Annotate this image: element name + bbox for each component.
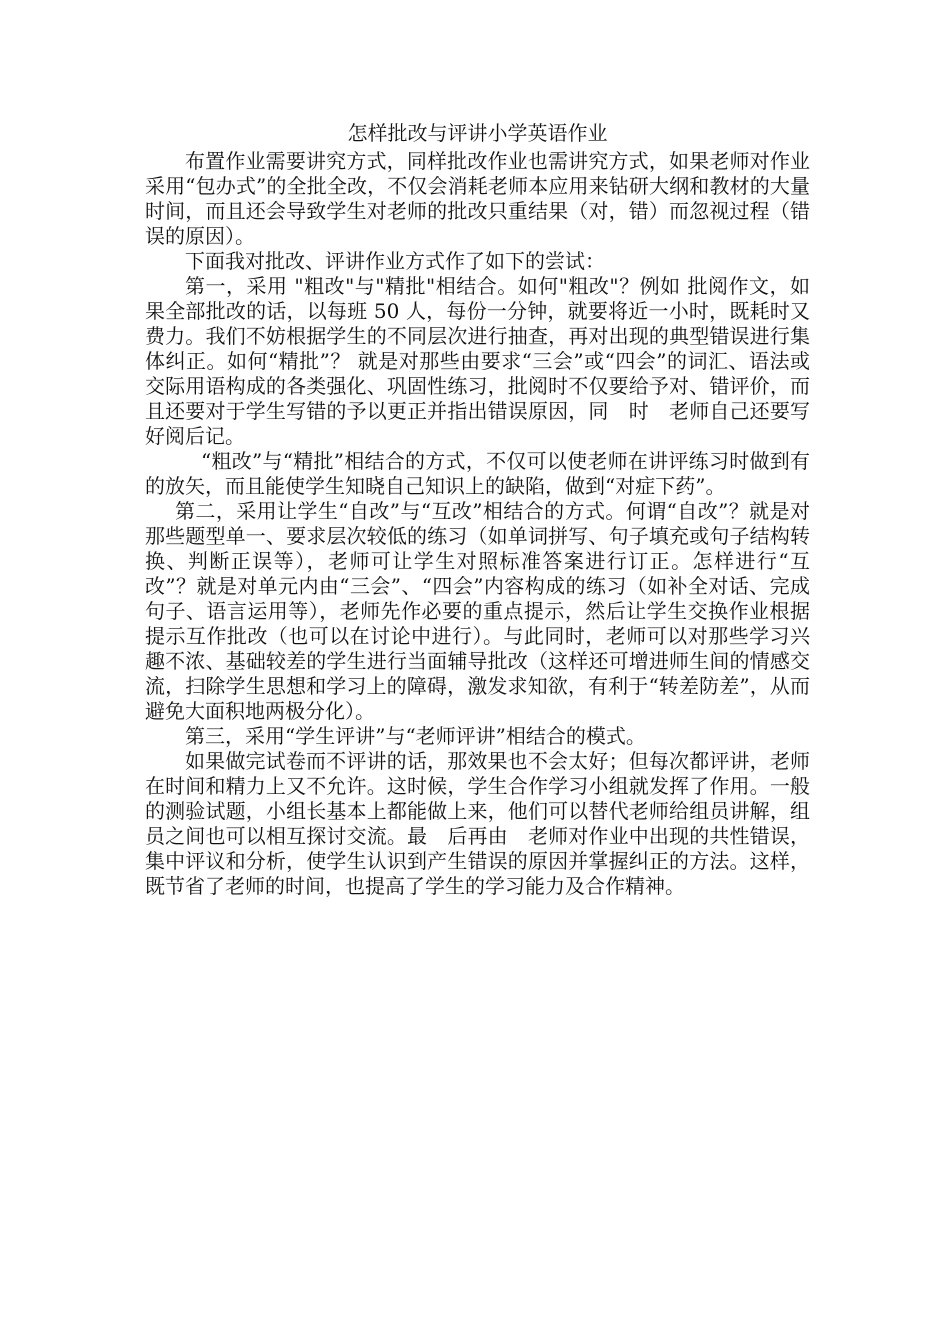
paragraph-first-summary: “粗改”与“精批”相结合的方式，不仅可以使老师在讲评练习时做到有的放矢，而且能使学生知晓自己知识上的缺陷，做到“对症下药”。 [145,449,810,498]
paragraph-third-method: 第三，采用“学生评讲”与“老师评讲”相结合的模式。 [185,724,646,748]
document-body [145,121,810,899]
document-title: 怎样批改与评讲小学英语作业 [347,121,608,145]
paragraph-second-method: 第二，采用让学生“自改”与“互改”相结合的方式。何谓“自改”？就是对那些题型单一、要求层次较低的练习（如单词拼写、句子填充或句子结构转换、判断正误等），老师可让学生对照标准答案进行订正。怎样进行“互改”？就是对单元内由“三会”、“四会”内容构成的练习（如补全对话、完成句子、语言运用等），老师先作必要的重点提示，然后让学生交换作业根据提示互作批改（也可以在讨论中进行）。与此同时，老师可以对那些学习兴趣不浓、基础较差的学生进行当面辅导批改（这样还可增进师生间的情感交流，扫除学生思想和学习上的障碍，激发求知欲，有利于“转差防差”，从而避免大面积地两极分化）。 [145,499,810,723]
paragraph-first-method: 第一，采用 "粗改"与"精批"相结合。如何"粗改"？例如 批阅作文，如果全部批改的话，以每班 50 人，每份一分钟，就要将近一小时，既耗时又费力。我们不妨根据学生的不同层次进行抽查，再对出现的典型错误进行集体纠正。如何“精批”？ 就是对那些由要求“三会”或“四会”的词汇、语法或交际用语构成的各类强化、巩固性练习，批阅时不仅要给予对、错评价，而且还要对于学生写错的予以更正并指出错误原因，同 时 老师自己还要写好阅后记。 [145,274,810,448]
paragraph-attempts: 下面我对批改、评讲作业方式作了如下的尝试： [185,249,605,273]
paragraph-intro: 布置作业需要讲究方式，同样批改作业也需讲究方式，如果老师对作业采用“包办式”的全批全改，不仅会消耗老师本应用来钻研大纲和教材的大量时间，而且还会导致学生对老师的批改只重结果（对，错）而忽视过程（错误的原因）。 [145,149,810,248]
paragraph-third-detail: 如果做完试卷而不评讲的话，那效果也不会太好；但每次都评讲，老师在时间和精力上又不允许。这时候，学生合作学习小组就发挥了作用。一般的测验试题，小组长基本上都能做上来，他们可以替代老师给组员讲解，组员之间也可以相互探讨交流。最 后再由 老师对作业中出现的共性错误，集中评议和分析，使学生认识到产生错误的原因并掌握纠正的方法。这样，既节省了老师的时间，也提高了学生的学习能力及合作精神。 [145,749,810,898]
